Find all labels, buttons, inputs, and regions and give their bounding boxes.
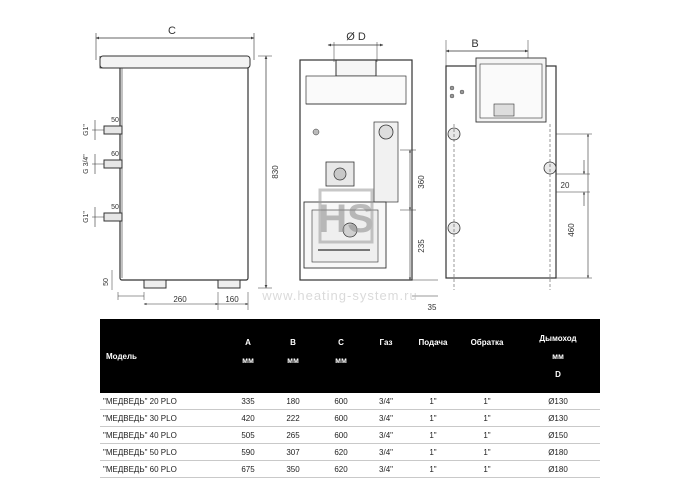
cell-c: 620 — [318, 444, 364, 461]
header-return-name: Обратка — [470, 338, 504, 347]
cell-model: "МЕДВЕДЬ" 30 PLO — [100, 410, 228, 427]
spec-table-container — [100, 319, 600, 478]
cell-supply: 1" — [408, 427, 458, 444]
header-gas-name: Газ — [379, 338, 393, 347]
connection-label-3: G1" — [83, 211, 90, 223]
cell-gas: 3/4" — [364, 410, 408, 427]
header-b — [268, 319, 318, 393]
header-a — [228, 319, 268, 393]
cell-return: 1" — [458, 461, 516, 478]
cell-c: 600 — [318, 427, 364, 444]
cell-model: "МЕДВЕДЬ" 60 PLO — [100, 461, 228, 478]
front-view — [300, 42, 438, 296]
dim-label-c: C — [168, 25, 176, 37]
header-a-unit: мм — [242, 356, 254, 365]
cell-b: 180 — [268, 393, 318, 410]
cell-supply: 1" — [408, 393, 458, 410]
cell-flue: Ø180 — [516, 444, 600, 461]
table-header-row — [100, 319, 600, 393]
cell-b: 222 — [268, 410, 318, 427]
header-model — [100, 319, 228, 393]
header-supply — [408, 319, 458, 393]
cell-supply: 1" — [408, 444, 458, 461]
header-b-unit: мм — [287, 356, 299, 365]
cell-c: 600 — [318, 410, 364, 427]
dim-label-50-bottom: 50 — [103, 278, 110, 286]
header-return — [458, 319, 516, 393]
cell-model: "МЕДВЕДЬ" 20 PLO — [100, 393, 228, 410]
dim-label-35: 35 — [427, 303, 437, 312]
cell-b: 265 — [268, 427, 318, 444]
cell-flue: Ø150 — [516, 427, 600, 444]
side-view — [92, 33, 272, 310]
header-supply-name: Подача — [418, 338, 448, 347]
dim-label-830: 830 — [271, 165, 280, 179]
dim-label-235: 235 — [417, 239, 426, 253]
cell-c: 620 — [318, 461, 364, 478]
cell-gas: 3/4" — [364, 393, 408, 410]
watermark-logo: HS — [318, 197, 374, 241]
cell-a: 505 — [228, 427, 268, 444]
header-flue-name: Дымоход — [539, 333, 577, 343]
watermark-url: www.heating-system.ru — [262, 288, 418, 303]
cell-model: "МЕДВЕДЬ" 50 PLO — [100, 444, 228, 461]
cell-return: 1" — [458, 444, 516, 461]
table-row — [100, 427, 600, 444]
table-row — [100, 393, 600, 410]
header-flue-sub: D — [555, 369, 561, 379]
table-row — [100, 461, 600, 478]
dim-label-d: Ø D — [346, 31, 366, 43]
dim-label-20: 20 — [560, 181, 570, 190]
cell-a: 335 — [228, 393, 268, 410]
connection-offset-1: 50 — [111, 117, 119, 124]
connection-offset-2: 60 — [111, 151, 119, 158]
cell-model: "МЕДВЕДЬ" 40 PLO — [100, 427, 228, 444]
header-flue — [516, 319, 600, 393]
cell-supply: 1" — [408, 410, 458, 427]
connection-offset-3: 50 — [111, 204, 119, 211]
header-b-name: B — [290, 338, 296, 347]
table-row — [100, 444, 600, 461]
cell-return: 1" — [458, 410, 516, 427]
cell-supply: 1" — [408, 461, 458, 478]
table-body — [100, 393, 600, 478]
header-c-unit: мм — [335, 356, 347, 365]
cell-return: 1" — [458, 393, 516, 410]
cell-gas: 3/4" — [364, 444, 408, 461]
cell-a: 590 — [228, 444, 268, 461]
header-a-name: A — [245, 338, 251, 347]
cell-a: 420 — [228, 410, 268, 427]
header-c-name: C — [338, 338, 344, 347]
header-gas — [364, 319, 408, 393]
spec-table — [100, 319, 600, 478]
cell-b: 350 — [268, 461, 318, 478]
cell-gas: 3/4" — [364, 461, 408, 478]
table-row — [100, 410, 600, 427]
connection-label-1: G1" — [83, 124, 90, 136]
rear-view — [446, 40, 592, 290]
cell-c: 600 — [318, 393, 364, 410]
dim-label-360: 360 — [417, 175, 426, 189]
cell-b: 307 — [268, 444, 318, 461]
connection-label-2: G 3/4" — [83, 154, 90, 174]
cell-flue: Ø130 — [516, 410, 600, 427]
cell-a: 675 — [228, 461, 268, 478]
header-flue-unit: мм — [552, 351, 564, 361]
cell-return: 1" — [458, 427, 516, 444]
dim-label-460: 460 — [567, 223, 576, 237]
dim-label-160: 160 — [225, 295, 239, 304]
cell-flue: Ø180 — [516, 461, 600, 478]
cell-flue: Ø130 — [516, 393, 600, 410]
header-c — [318, 319, 364, 393]
header-model-name: Модель — [106, 351, 137, 361]
cell-gas: 3/4" — [364, 427, 408, 444]
dim-label-b: B — [471, 38, 479, 50]
dim-label-260: 260 — [173, 295, 187, 304]
